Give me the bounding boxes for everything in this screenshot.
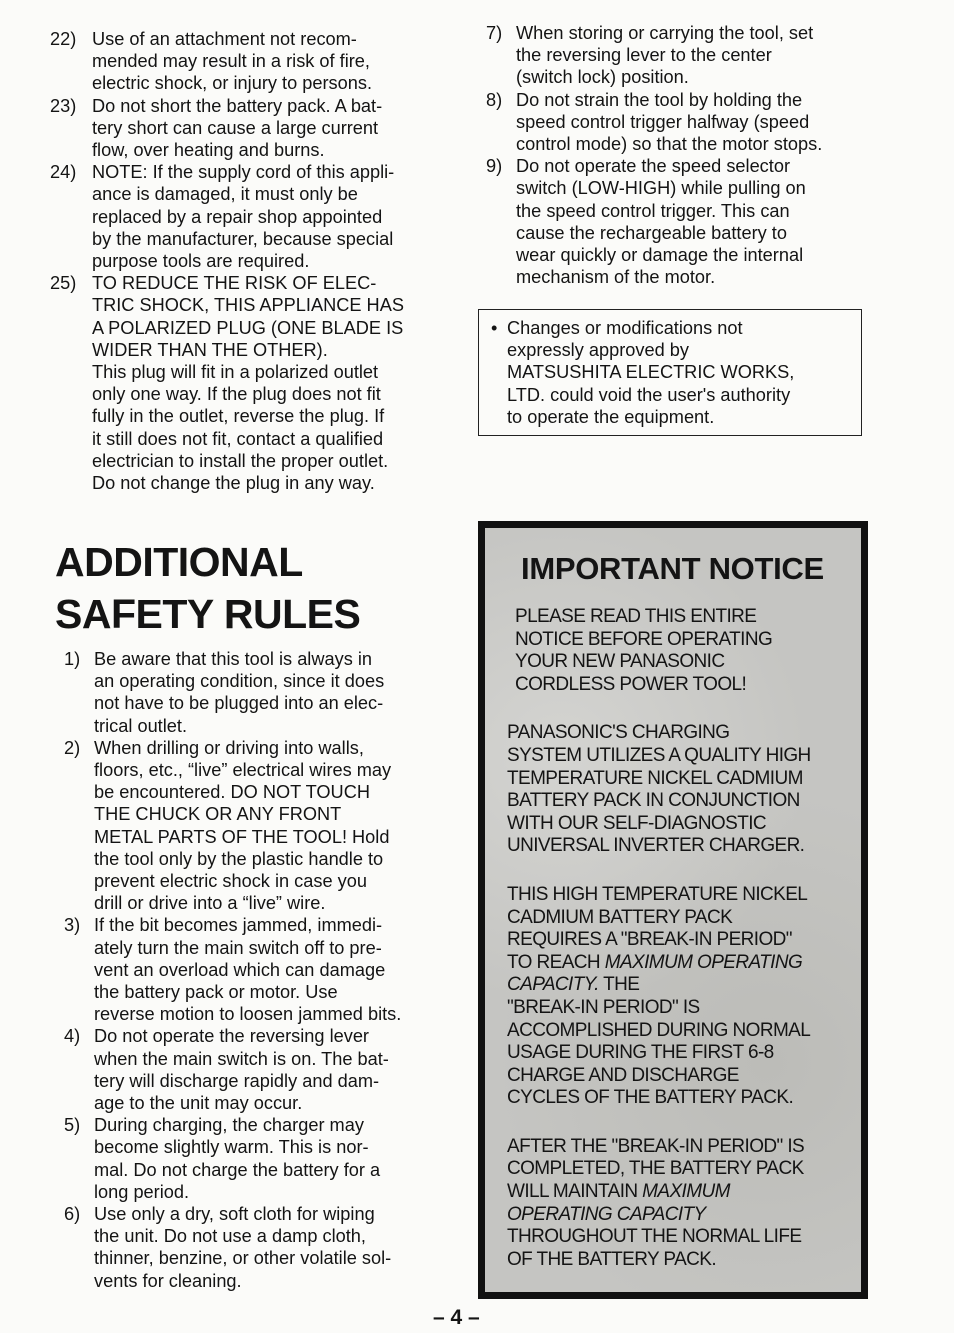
item-line: an operating condition, since it does — [94, 671, 385, 692]
item-line: Be aware that this tool is always in — [94, 649, 372, 669]
important-notice-para-4 — [507, 1136, 851, 1272]
notice-line: USAGE DURING THE FIRST 6-8 — [507, 1042, 774, 1064]
item-line: This plug will fit in a polarized outlet — [92, 362, 379, 383]
item-line: METAL PARTS OF THE TOOL! Hold — [94, 826, 390, 847]
item-line: (switch lock) position. — [516, 67, 689, 88]
item-line: become slightly warm. This is nor- — [94, 1137, 369, 1158]
item-line: TRIC SHOCK, THIS APPLIANCE HAS — [92, 295, 404, 316]
notice-emphasis: OPERATING CAPACITY — [507, 1203, 706, 1225]
item-line: ately turn the main switch off to pre- — [94, 937, 382, 958]
list-item-8 — [486, 89, 866, 156]
item-line: drill or drive into a “live” wire. — [94, 893, 326, 914]
item-line: fully in the outlet, reverse the plug. If — [92, 406, 385, 427]
item-line: Do not strain the tool by holding the — [516, 89, 803, 110]
item-line: the reversing lever to the center — [516, 45, 772, 66]
item-number: 6) — [64, 1204, 81, 1225]
notice-line: PLEASE READ THIS ENTIRE — [515, 606, 757, 627]
item-number: 22) — [50, 29, 77, 49]
notice-line: ACCOMPLISHED DURING NORMAL — [507, 1019, 811, 1041]
notice-text: WILL MAINTAIN — [507, 1181, 643, 1203]
list-item-24 — [50, 161, 442, 272]
item-line: Do not short the battery pack. A bat- — [92, 95, 383, 116]
notice-line — [507, 1181, 851, 1204]
item-line: mechanism of the motor. — [516, 267, 716, 288]
item-line: If the bit becomes jammed, immedi- — [94, 915, 383, 936]
notice-line: BATTERY PACK IN CONJUNCTION — [507, 790, 800, 812]
item-line: Do not change the plug in any way. — [92, 473, 375, 494]
page-number: – 4 – — [433, 1306, 480, 1329]
item-number: 24) — [50, 162, 77, 183]
heading-line: SAFETY RULES — [55, 591, 361, 637]
notice-line: NOTICE BEFORE OPERATING — [515, 628, 773, 650]
notice-line: to operate the equipment. — [507, 406, 715, 427]
notice-line: CADMIUM BATTERY PACK — [507, 906, 733, 928]
item-line: thinner, benzine, or other volatile sol- — [94, 1248, 392, 1269]
notice-line: LTD. could void the user's authority — [507, 384, 791, 405]
item-line: Do not operate the reversing lever — [94, 1026, 369, 1047]
item-line: flow, over heating and burns. — [92, 140, 325, 161]
item-line: THE CHUCK OR ANY FRONT — [94, 804, 342, 825]
notice-line: AFTER THE "BREAK-IN PERIOD" IS — [507, 1135, 805, 1157]
item-line: replaced by a repair shop appointed — [92, 206, 383, 227]
item-line: purpose tools are required. — [92, 251, 310, 272]
safety-rule-6 — [50, 1203, 444, 1292]
item-number: 8) — [486, 89, 503, 110]
item-number: 2) — [64, 737, 81, 758]
notice-text: THE — [598, 974, 640, 996]
notice-line: TEMPERATURE NICKEL CADMIUM — [507, 767, 803, 789]
notice-emphasis: MAXIMUM — [642, 1181, 730, 1203]
important-notice-title: IMPORTANT NOTICE — [521, 551, 824, 586]
item-line: When storing or carrying the tool, set — [516, 23, 814, 43]
item-line: tery short can cause a large current — [92, 117, 379, 138]
safety-rule-2 — [50, 737, 444, 915]
item-line: it still does not fit, contact a qualified — [92, 428, 384, 449]
item-number: 1) — [64, 649, 81, 669]
item-line: TO REDUCE THE RISK OF ELEC- — [92, 273, 377, 294]
item-line: be encountered. DO NOT TOUCH — [94, 782, 370, 803]
list-item-7 — [486, 22, 866, 89]
right-top-list — [486, 22, 866, 288]
item-line: prevent electric shock in case you — [94, 871, 367, 892]
item-line: electrician to install the proper outlet. — [92, 450, 389, 471]
item-line: cause the rechargeable battery to — [516, 222, 787, 243]
notice-line: CYCLES OF THE BATTERY PACK. — [507, 1087, 794, 1109]
modification-notice-box — [478, 309, 862, 436]
item-number: 23) — [50, 95, 77, 116]
item-number: 3) — [64, 915, 81, 936]
notice-line: "BREAK-IN PERIOD" IS — [507, 996, 700, 1018]
item-number: 9) — [486, 156, 503, 177]
item-line: vent an overload which can damage — [94, 959, 386, 980]
item-line: by the manufacturer, because special — [92, 228, 394, 249]
list-item-22 — [50, 28, 442, 95]
item-line: when the main switch is on. The bat- — [94, 1048, 389, 1069]
heading-line: ADDITIONAL — [55, 539, 303, 585]
notice-line: REQUIRES A "BREAK-IN PERIOD" — [507, 929, 792, 951]
notice-line: YOUR NEW PANASONIC — [515, 651, 725, 673]
list-item-9 — [486, 155, 866, 288]
list-item-23 — [50, 95, 442, 162]
item-line: the tool only by the plastic handle to — [94, 848, 384, 869]
notice-line: UNIVERSAL INVERTER CHARGER. — [507, 835, 805, 857]
safety-rule-4 — [50, 1025, 444, 1114]
item-line: only one way. If the plug does not fit — [92, 384, 381, 405]
item-line: wear quickly or damage the internal — [516, 245, 804, 266]
item-line: Do not operate the speed selector — [516, 156, 791, 177]
item-line: During charging, the charger may — [94, 1115, 364, 1136]
item-number: 4) — [64, 1026, 81, 1047]
important-notice-para-1 — [515, 606, 851, 696]
notice-line — [507, 974, 851, 997]
item-line: tery will discharge rapidly and dam- — [94, 1070, 380, 1091]
item-line: age to the unit may occur. — [94, 1093, 303, 1114]
notice-line: COMPLETED, THE BATTERY PACK — [507, 1158, 804, 1180]
item-line: the battery pack or motor. Use — [94, 982, 338, 1003]
item-number: 7) — [486, 23, 503, 43]
notice-line: MATSUSHITA ELECTRIC WORKS, — [507, 362, 795, 383]
list-item-25 — [50, 272, 442, 494]
notice-line: OF THE BATTERY PACK. — [507, 1248, 717, 1270]
item-line: switch (LOW-HIGH) while pulling on — [516, 178, 806, 199]
notice-line — [507, 1204, 851, 1227]
item-line: A POLARIZED PLUG (ONE BLADE IS — [92, 317, 404, 338]
notice-line: PANASONIC'S CHARGING — [507, 722, 730, 744]
notice-emphasis: CAPACITY. — [507, 974, 599, 996]
notice-line: expressly approved by — [507, 340, 689, 361]
item-line: Use only a dry, soft cloth for wiping — [94, 1204, 375, 1225]
notice-line: Changes or modifications not — [507, 318, 743, 338]
important-notice-para-2 — [507, 722, 851, 858]
item-line: mal. Do not charge the battery for a — [94, 1159, 381, 1180]
section-heading — [55, 536, 444, 640]
notice-line: SYSTEM UTILIZES A QUALITY HIGH — [507, 744, 811, 766]
item-number: 5) — [64, 1115, 81, 1136]
notice-line: THIS HIGH TEMPERATURE NICKEL — [507, 883, 808, 905]
item-line: reverse motion to loosen jammed bits. — [94, 1004, 402, 1025]
item-line: not have to be plugged into an elec- — [94, 693, 384, 714]
notice-line: CORDLESS POWER TOOL! — [515, 673, 747, 695]
notice-line — [507, 952, 851, 975]
item-line: ance is damaged, it must only be — [92, 184, 358, 205]
safety-rule-3 — [50, 914, 444, 1025]
item-line: electric shock, or injury to persons. — [92, 73, 372, 94]
notice-line: CHARGE AND DISCHARGE — [507, 1064, 739, 1086]
safety-rule-1 — [50, 648, 444, 737]
item-number: 25) — [50, 273, 77, 294]
notice-emphasis: MAXIMUM OPERATING — [604, 951, 803, 973]
item-line: long period. — [94, 1181, 190, 1202]
left-top-list — [50, 28, 442, 494]
item-line: the speed control trigger. This can — [516, 200, 790, 221]
notice-line: THROUGHOUT THE NORMAL LIFE — [507, 1226, 802, 1248]
additional-safety-rules-section — [50, 536, 444, 1292]
item-line: NOTE: If the supply cord of this appli- — [92, 162, 395, 183]
important-notice-box — [478, 521, 868, 1299]
item-line: Use of an attachment not recom- — [92, 29, 357, 49]
notice-text: TO REACH — [507, 951, 605, 973]
item-line: mended may result in a risk of fire, — [92, 51, 370, 72]
safety-rule-5 — [50, 1114, 444, 1203]
item-line: When drilling or driving into walls, — [94, 737, 364, 758]
item-line: trical outlet. — [94, 715, 187, 736]
item-line: floors, etc., “live” electrical wires may — [94, 760, 392, 781]
important-notice-para-3 — [507, 884, 851, 1110]
notice-line: WITH OUR SELF-DIAGNOSTIC — [507, 812, 766, 834]
item-line: control mode) so that the motor stops. — [516, 134, 823, 155]
item-line: the unit. Do not use a damp cloth, — [94, 1226, 366, 1247]
bullet-icon: • — [491, 318, 498, 338]
item-line: speed control trigger halfway (speed — [516, 111, 810, 132]
item-line: WIDER THAN THE OTHER). — [92, 339, 328, 360]
item-line: vents for cleaning. — [94, 1270, 242, 1291]
